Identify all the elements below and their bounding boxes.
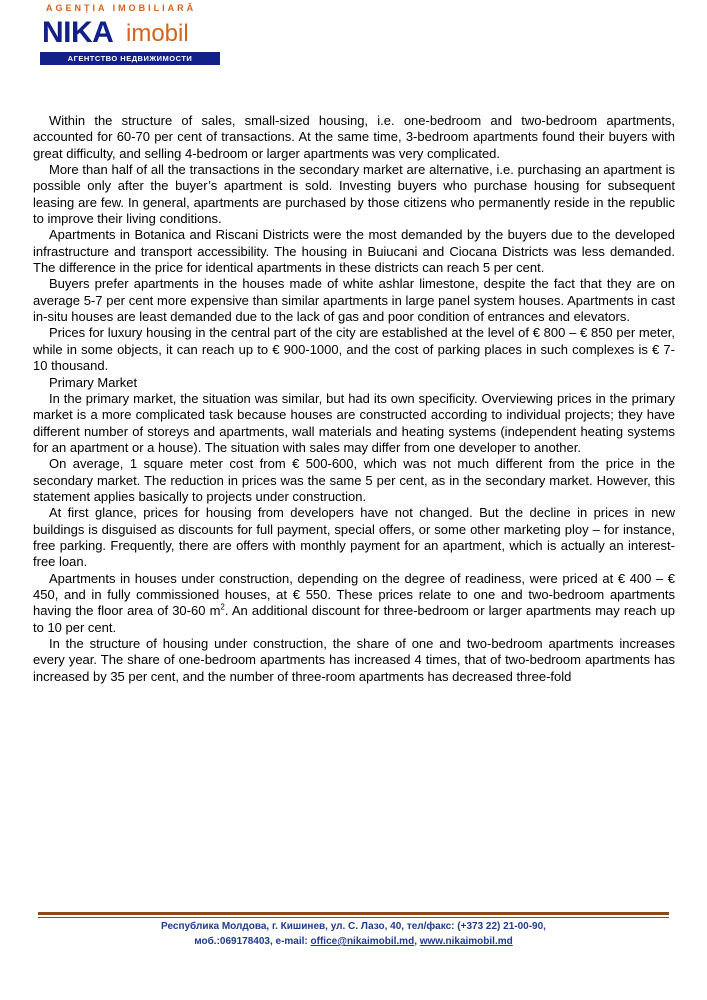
paragraph: In the structure of housing under construction, the share of one and two-bedroom apartments increases every year. The share of one-bedroom apartments has increased 4 times, that of two-bedroom apartments has increased by 35 per cent, and the number of three-room apartments has decreased three-fold xyxy=(33,636,675,684)
footer-address: Республика Молдова, г. Кишинев, ул. С. Лазо, 40, тел/факс: (+373 22) 21-00-90, xyxy=(161,921,546,932)
footer-contact xyxy=(0,919,707,949)
logo-tagline-ro: AGENȚIA IMOBILIARĂ xyxy=(46,3,197,13)
logo-wordmark-nika: NIKA xyxy=(42,16,114,49)
logo-wordmark-imobil: imobil xyxy=(126,20,189,47)
company-logo xyxy=(30,0,230,70)
website-link[interactable]: www.nikaimobil.md xyxy=(419,936,513,947)
footer-separator: , xyxy=(414,936,420,947)
paragraph: Buyers prefer apartments in the houses made of white ashlar limestone, despite the fact that they are on average 5-7 per cent more expensive than similar apartments in large panel system houses. Apartments in cast in-situ houses are least demanded due to the lack of gas and poor condition of entrances and elevators. xyxy=(33,276,675,325)
paragraph: Apartments in Botanica and Riscani Districts were the most demanded by the buyers due to the developed infrastructure and transport accessibility. The housing in Buiucani and Ciocana Districts was less demanded. The difference in the price for identical apartments in these districts can reach 5 per cent. xyxy=(33,227,675,276)
logo-tagline-ru: АГЕНТСТВО НЕДВИЖИМОСТИ xyxy=(67,54,193,63)
paragraph-text: . An additional discount for three-bedroom or larger apartments may reach up to 10 per cent. xyxy=(33,603,675,635)
footer-phone: моб.:069178403, e-mail: xyxy=(194,936,311,947)
document-body xyxy=(33,113,675,685)
paragraph: On average, 1 square meter cost from € 500-600, which was not much different from the price in the secondary market. The reduction in prices was the same 5 per cent, as in the secondary market. However, this statement applies basically to projects under construction. xyxy=(33,456,675,504)
footer-contacts-line xyxy=(0,934,707,949)
paragraph: At first glance, prices for housing from developers have not changed. But the decline in prices in new buildings is disguised as discounts for full payment, special offers, or some other marketing ploy – for instance, free parking. Frequently, there are offers with monthly payment for an apartment, which is actually an interest-free loan. xyxy=(33,505,675,570)
paragraph-text: Apartments in houses under construction, depending on the degree of readiness, were priced at € 400 – € 450, and in fully commissioned houses, at € 550. These prices relate to one and two-bedroom apartments having the floor area of 30-60 m xyxy=(33,570,675,619)
paragraph xyxy=(33,571,675,636)
email-link[interactable]: office@nikaimobil.md xyxy=(310,936,415,947)
paragraph: Within the structure of sales, small-sized housing, i.e. one-bedroom and two-bedroom apartments, accounted for 60-70 per cent of transactions. At the same time, 3-bedroom apartments found their buyers with great difficulty, and selling 4-bedroom or larger apartments was very complicated. xyxy=(33,113,675,161)
section-heading-primary-market: Primary Market xyxy=(49,374,138,390)
footer-rule-thick xyxy=(38,912,669,915)
logo-banner xyxy=(40,52,220,65)
superscript-2: 2 xyxy=(220,602,225,612)
footer-rule-thin xyxy=(38,917,669,918)
paragraph: Prices for luxury housing in the central part of the city are established at the level of € 800 – € 850 per meter, while in some objects, it can reach up to € 900-1000, and the cost of parking places in such complexes is € 7-10 thousand. xyxy=(33,325,675,374)
paragraph: More than half of all the transactions in the secondary market are alternative, i.e. purchasing an apartment is possible only after the buyer’s apartment is sold. Investing buyers who purchase housing for subsequent leasing are few. In general, apartments are purchased by those citizens who permanently reside in the republic to improve their living conditions. xyxy=(33,162,675,227)
paragraph: In the primary market, the situation was similar, but had its own specificity. Overviewing prices in the primary market is a more complicated task because houses are constructed according to individual projects; they have different number of storeys and apartments, wall materials and heating systems (independent heating systems for an apartment or a house). The situation with sales may differ from one developer to another. xyxy=(33,390,675,455)
